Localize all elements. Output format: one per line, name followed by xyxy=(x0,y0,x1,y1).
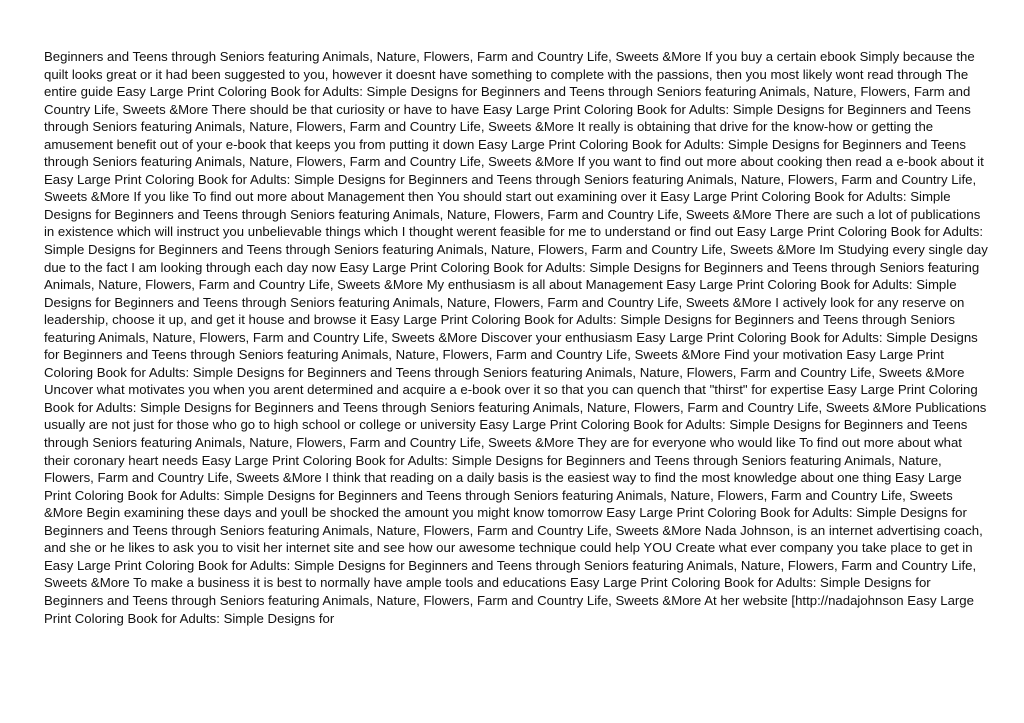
body-paragraph: Beginners and Teens through Seniors featuring Animals, Nature, Flowers, Farm and Country Life, Sweets &More If you buy a certain ebook Simply because the quilt looks great or it had been suggested to you, however it doesnt have something to complete with the passions, then you most likely wont read through The entire guide Easy Large Print Coloring Book for Adults: Simple Designs for Beginners and Teens through Seniors featuring Animals, Nature, Flowers, Farm and Country Life, Sweets &More There should be that curiosity or have to have Easy Large Print Coloring Book for Adults: Simple Designs for Beginners and Teens through Seniors featuring Animals, Nature, Flowers, Farm and Country Life, Sweets &More It really is obtaining that drive for the know-how or getting the amusement benefit out of your e-book that keeps you from putting it down Easy Large Print Coloring Book for Adults: Simple Designs for Beginners and Teens through Seniors featuring Animals, Nature, Flowers, Farm and Country Life, Sweets &More If you want to find out more about cooking then read a e-book about it Easy Large Print Coloring Book for Adults: Simple Designs for Beginners and Teens through Seniors featuring Animals, Nature, Flowers, Farm and Country Life, Sweets &More If you like To find out more about Management then You should start out examining over it Easy Large Print Coloring Book for Adults: Simple Designs for Beginners and Teens through Seniors featuring Animals, Nature, Flowers, Farm and Country Life, Sweets &More There are such a lot of publications in existence which will instruct you unbelievable things which I thought werent feasible for me to understand or find out Easy Large Print Coloring Book for Adults: Simple Designs for Beginners and Teens through Seniors featuring Animals, Nature, Flowers, Farm and Country Life, Sweets &More Im Studying every single day due to the fact I am looking through each day now Easy Large Print Coloring Book for Adults: Simple Designs for Beginners and Teens through Seniors featuring Animals, Nature, Flowers, Farm and Country Life, Sweets &More My enthusiasm is all about Management Easy Large Print Coloring Book for Adults: Simple Designs for Beginners and Teens through Seniors featuring Animals, Nature, Flowers, Farm and Country Life, Sweets &More I actively look for any reserve on leadership, choose it up, and get it house and browse it Easy Large Print Coloring Book for Adults: Simple Designs for Beginners and Teens through Seniors featuring Animals, Nature, Flowers, Farm and Country Life, Sweets &More Discover your enthusiasm Easy Large Print Coloring Book for Adults: Simple Designs for Beginners and Teens through Seniors featuring Animals, Nature, Flowers, Farm and Country Life, Sweets &More Find your motivation Easy Large Print Coloring Book for Adults: Simple Designs for Beginners and Teens through Seniors featuring Animals, Nature, Flowers, Farm and Country Life, Sweets &More Uncover what motivates you when you arent determined and acquire a e-book over it so that you can quench that "thirst" for expertise Easy Large Print Coloring Book for Adults: Simple Designs for Beginners and Teens through Seniors featuring Animals, Nature, Flowers, Farm and Country Life, Sweets &More Publications usually are not just for those who go to high school or college or university Easy Large Print Coloring Book for Adults: Simple Designs for Beginners and Teens through Seniors featuring Animals, Nature, Flowers, Farm and Country Life, Sweets &More They are for everyone who would like To find out more about what their coronary heart needs Easy Large Print Coloring Book for Adults: Simple Designs for Beginners and Teens through Seniors featuring Animals, Nature, Flowers, Farm and Country Life, Sweets &More I think that reading on a daily basis is the easiest way to find the most knowledge about one thing Easy Large Print Coloring Book for Adults: Simple Designs for Beginners and Teens through Seniors featuring Animals, Nature, Flowers, Farm and Country Life, Sweets &More Begin examining these days and youll be shocked the amount you might know tomorrow Easy Large Print Coloring Book for Adults: Simple Designs for Beginners and Teens through Seniors featuring Animals, Nature, Flowers, Farm and Country Life, Sweets &More Nada Johnson, is an internet advertising coach, and she or he likes to ask you to visit her internet site and see how our awesome technique could help YOU Create what ever company you take place to get in Easy Large Print Coloring Book for Adults: Simple Designs for Beginners and Teens through Seniors featuring Animals, Nature, Flowers, Farm and Country Life, Sweets &More To make a business it is best to normally have ample tools and educations Easy Large Print Coloring Book for Adults: Simple Designs for Beginners and Teens through Seniors featuring Animals, Nature, Flowers, Farm and Country Life, Sweets &More At her website [http://nadajohnson Easy Large Print Coloring Book for Adults: Simple Designs for xyxy=(44,49,988,626)
document-page xyxy=(44,48,990,688)
